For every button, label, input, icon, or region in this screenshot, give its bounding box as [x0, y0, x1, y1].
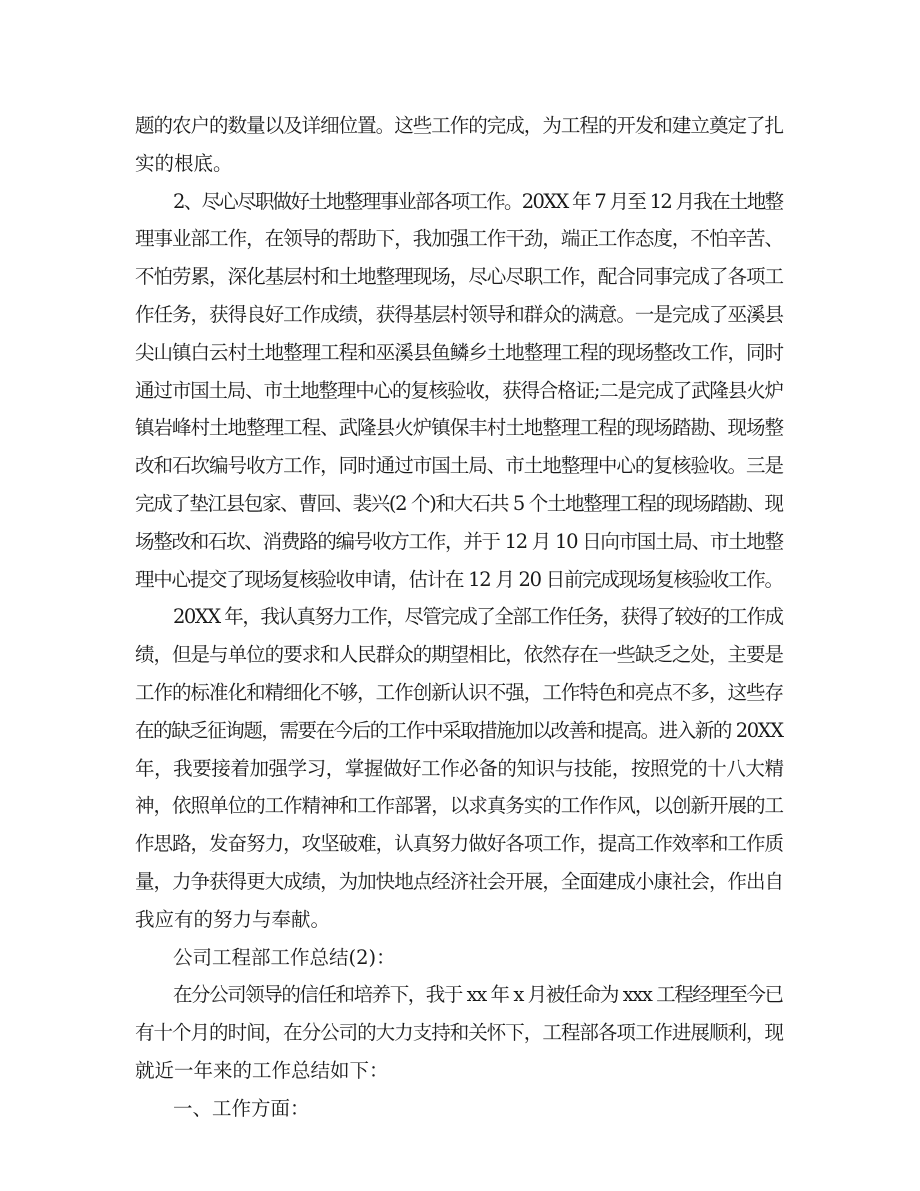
document-line: 理事业部工作，在领导的帮助下，我加强工作干劲，端正工作态度，不怕辛苦、: [135, 227, 783, 251]
document-line: 完成了垫江县包家、曹回、裴兴(2 个)和大石共 5 个土地整理工程的现场踏勘、现: [135, 492, 783, 515]
document-line: 在分公司领导的信任和培养下，我于 xx 年 x 月被任命为 xxx 工程经理至今已: [173, 983, 783, 1007]
document-line: 我应有的努力与奉献。: [135, 907, 331, 931]
document-line: 作思路，发奋努力，攻坚破难，认真努力做好各项工作，提高工作效率和工作质: [135, 832, 783, 856]
document-line: 一、工作方面：: [173, 1096, 310, 1120]
document-line: 实的根底。: [135, 151, 233, 175]
document-line: 镇岩峰村土地整理工程、武隆县火炉镇保丰村土地整理工程的现场踏勘、现场整: [135, 416, 783, 440]
document-line: 通过市国土局、市土地整理中心的复核验收，获得合格证;二是完成了武隆县火炉: [135, 378, 783, 402]
document-line: 在的缺乏征询题，需要在今后的工作中采取措施加以改善和提高。进入新的 20XX: [135, 718, 783, 742]
document-line: 就近一年来的工作总结如下：: [135, 1059, 389, 1082]
document-line: 2、尽心尽职做好土地整理事业部各项工作。20XX 年 7 月至 12 月我在土地整: [173, 189, 783, 213]
document-line: 神，依照单位的工作精神和工作部署，以求真务实的工作作风，以创新开展的工: [135, 794, 783, 818]
document-line: 作任务，获得良好工作成绩，获得基层村领导和群众的满意。一是完成了巫溪县: [135, 303, 783, 326]
document-line: 年，我要接着加强学习，掌握做好工作必备的知识与技能，按照党的十八大精: [135, 756, 784, 780]
document-line: 场整改和石坎、消费路的编号收方工作，并于 12 月 10 日向市国土局、市土地整: [135, 529, 783, 553]
document-line: 工作的标准化和精细化不够，工作创新认识不强，工作特色和亮点不多，这些存: [135, 681, 783, 704]
document-line: 不怕劳累，深化基层村和土地整理现场，尽心尽职工作，配合同事完成了各项工: [135, 265, 783, 289]
document-line: 有十个月的时间，在分公司的大力支持和关怀下，工程部各项工作进展顺利，现: [135, 1021, 783, 1045]
document-line: 理中心提交了现场复核验收申请，估计在 12 月 20 日前完成现场复核验收工作。: [135, 567, 783, 591]
document-line: 绩，但是与单位的要求和人民群众的期望相比，依然存在一些缺乏之处，主要是: [135, 643, 783, 667]
document-line: 量，力争获得更大成绩，为加快地点经济社会开展，全面建成小康社会，作出自: [135, 870, 783, 893]
document-line: 尖山镇白云村土地整理工程和巫溪县鱼鳞乡土地整理工程的现场整改工作，同时: [135, 340, 783, 364]
document-line: 公司工程部工作总结(2)：: [173, 945, 396, 969]
document-line: 题的农户的数量以及详细位置。这些工作的完成，为工程的开发和建立奠定了扎: [135, 114, 783, 137]
document-line: 改和石坎编号收方工作，同时通过市国土局、市土地整理中心的复核验收。三是: [135, 454, 783, 478]
document-line: 20XX 年，我认真努力工作，尽管完成了全部工作任务，获得了较好的工作成: [173, 605, 783, 629]
